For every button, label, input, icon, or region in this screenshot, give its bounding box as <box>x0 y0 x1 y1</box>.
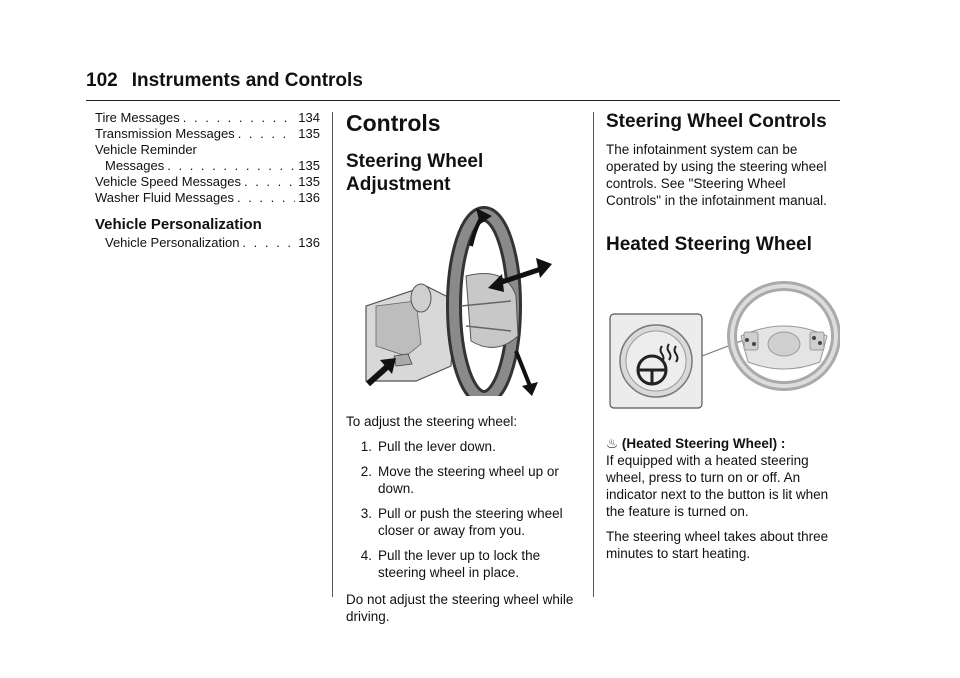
toc-item-wrapped-line1[interactable]: Vehicle Reminder <box>95 142 197 157</box>
controls-heading: Controls <box>346 110 441 136</box>
page-header <box>86 70 840 101</box>
heated-wheel-paragraph <box>606 435 840 520</box>
toc-item-wrapped-line2[interactable]: Messages . . . 135 <box>95 158 320 174</box>
adjustment-heading-line1: Steering Wheel <box>346 151 484 172</box>
column-divider-left <box>332 112 333 597</box>
heated-wheel-text: If equipped with a heated steering wheel, press to turn on or off. An indicator next to the button is lit when the feature is turned on. <box>606 453 829 519</box>
steering-wheel-adjustment-illustration <box>346 206 584 396</box>
heated-steering-wheel-icon: ♨ <box>606 436 619 451</box>
column-divider-right <box>593 112 594 597</box>
adjustment-steps <box>346 438 584 581</box>
toc-item[interactable]: Transmission Messages . . . 135 <box>95 126 320 142</box>
heating-time-text: The steering wheel takes about three minutes to start heating. <box>606 529 829 561</box>
steering-wheel-controls-text: The infotainment system can be operated by using the steering wheel controls. See "Steering Wheel Controls" in the infotainment manual. <box>606 142 827 208</box>
page-number: 102 <box>86 70 118 91</box>
section-title: Instruments and Controls <box>131 70 363 91</box>
toc-column <box>95 110 320 251</box>
toc-section-heading: Vehicle Personalization <box>95 216 262 233</box>
toc-item[interactable]: Tire Messages . . . 134 <box>95 110 320 126</box>
adjustment-column <box>346 110 584 633</box>
heated-steering-wheel-illustration <box>606 276 840 416</box>
step-item: 1. Pull the lever down. <box>360 439 496 454</box>
driving-warning: Do not adjust the steering wheel while driving. <box>346 592 574 624</box>
heated-steering-wheel-heading: Heated Steering Wheel <box>606 234 812 255</box>
steering-wheel-controls-heading: Steering Wheel Controls <box>606 111 827 132</box>
adjustment-intro: To adjust the steering wheel: <box>346 414 518 429</box>
step-item: 3. Pull or push the steering wheel closer or away from you. <box>360 506 563 538</box>
controls-column <box>606 110 840 570</box>
heated-wheel-label: (Heated Steering Wheel) : <box>621 436 786 451</box>
toc-item[interactable]: Vehicle Personalization . . . 136 <box>95 235 320 251</box>
toc-item[interactable]: Vehicle Speed Messages . . . 135 <box>95 174 320 190</box>
toc-item[interactable]: Washer Fluid Messages . . . 136 <box>95 190 320 206</box>
step-item: 2. Move the steering wheel up or down. <box>360 464 559 496</box>
adjustment-heading-line2: Adjustment <box>346 174 451 195</box>
step-item: 4. Pull the lever up to lock the steering wheel in place. <box>360 548 541 580</box>
